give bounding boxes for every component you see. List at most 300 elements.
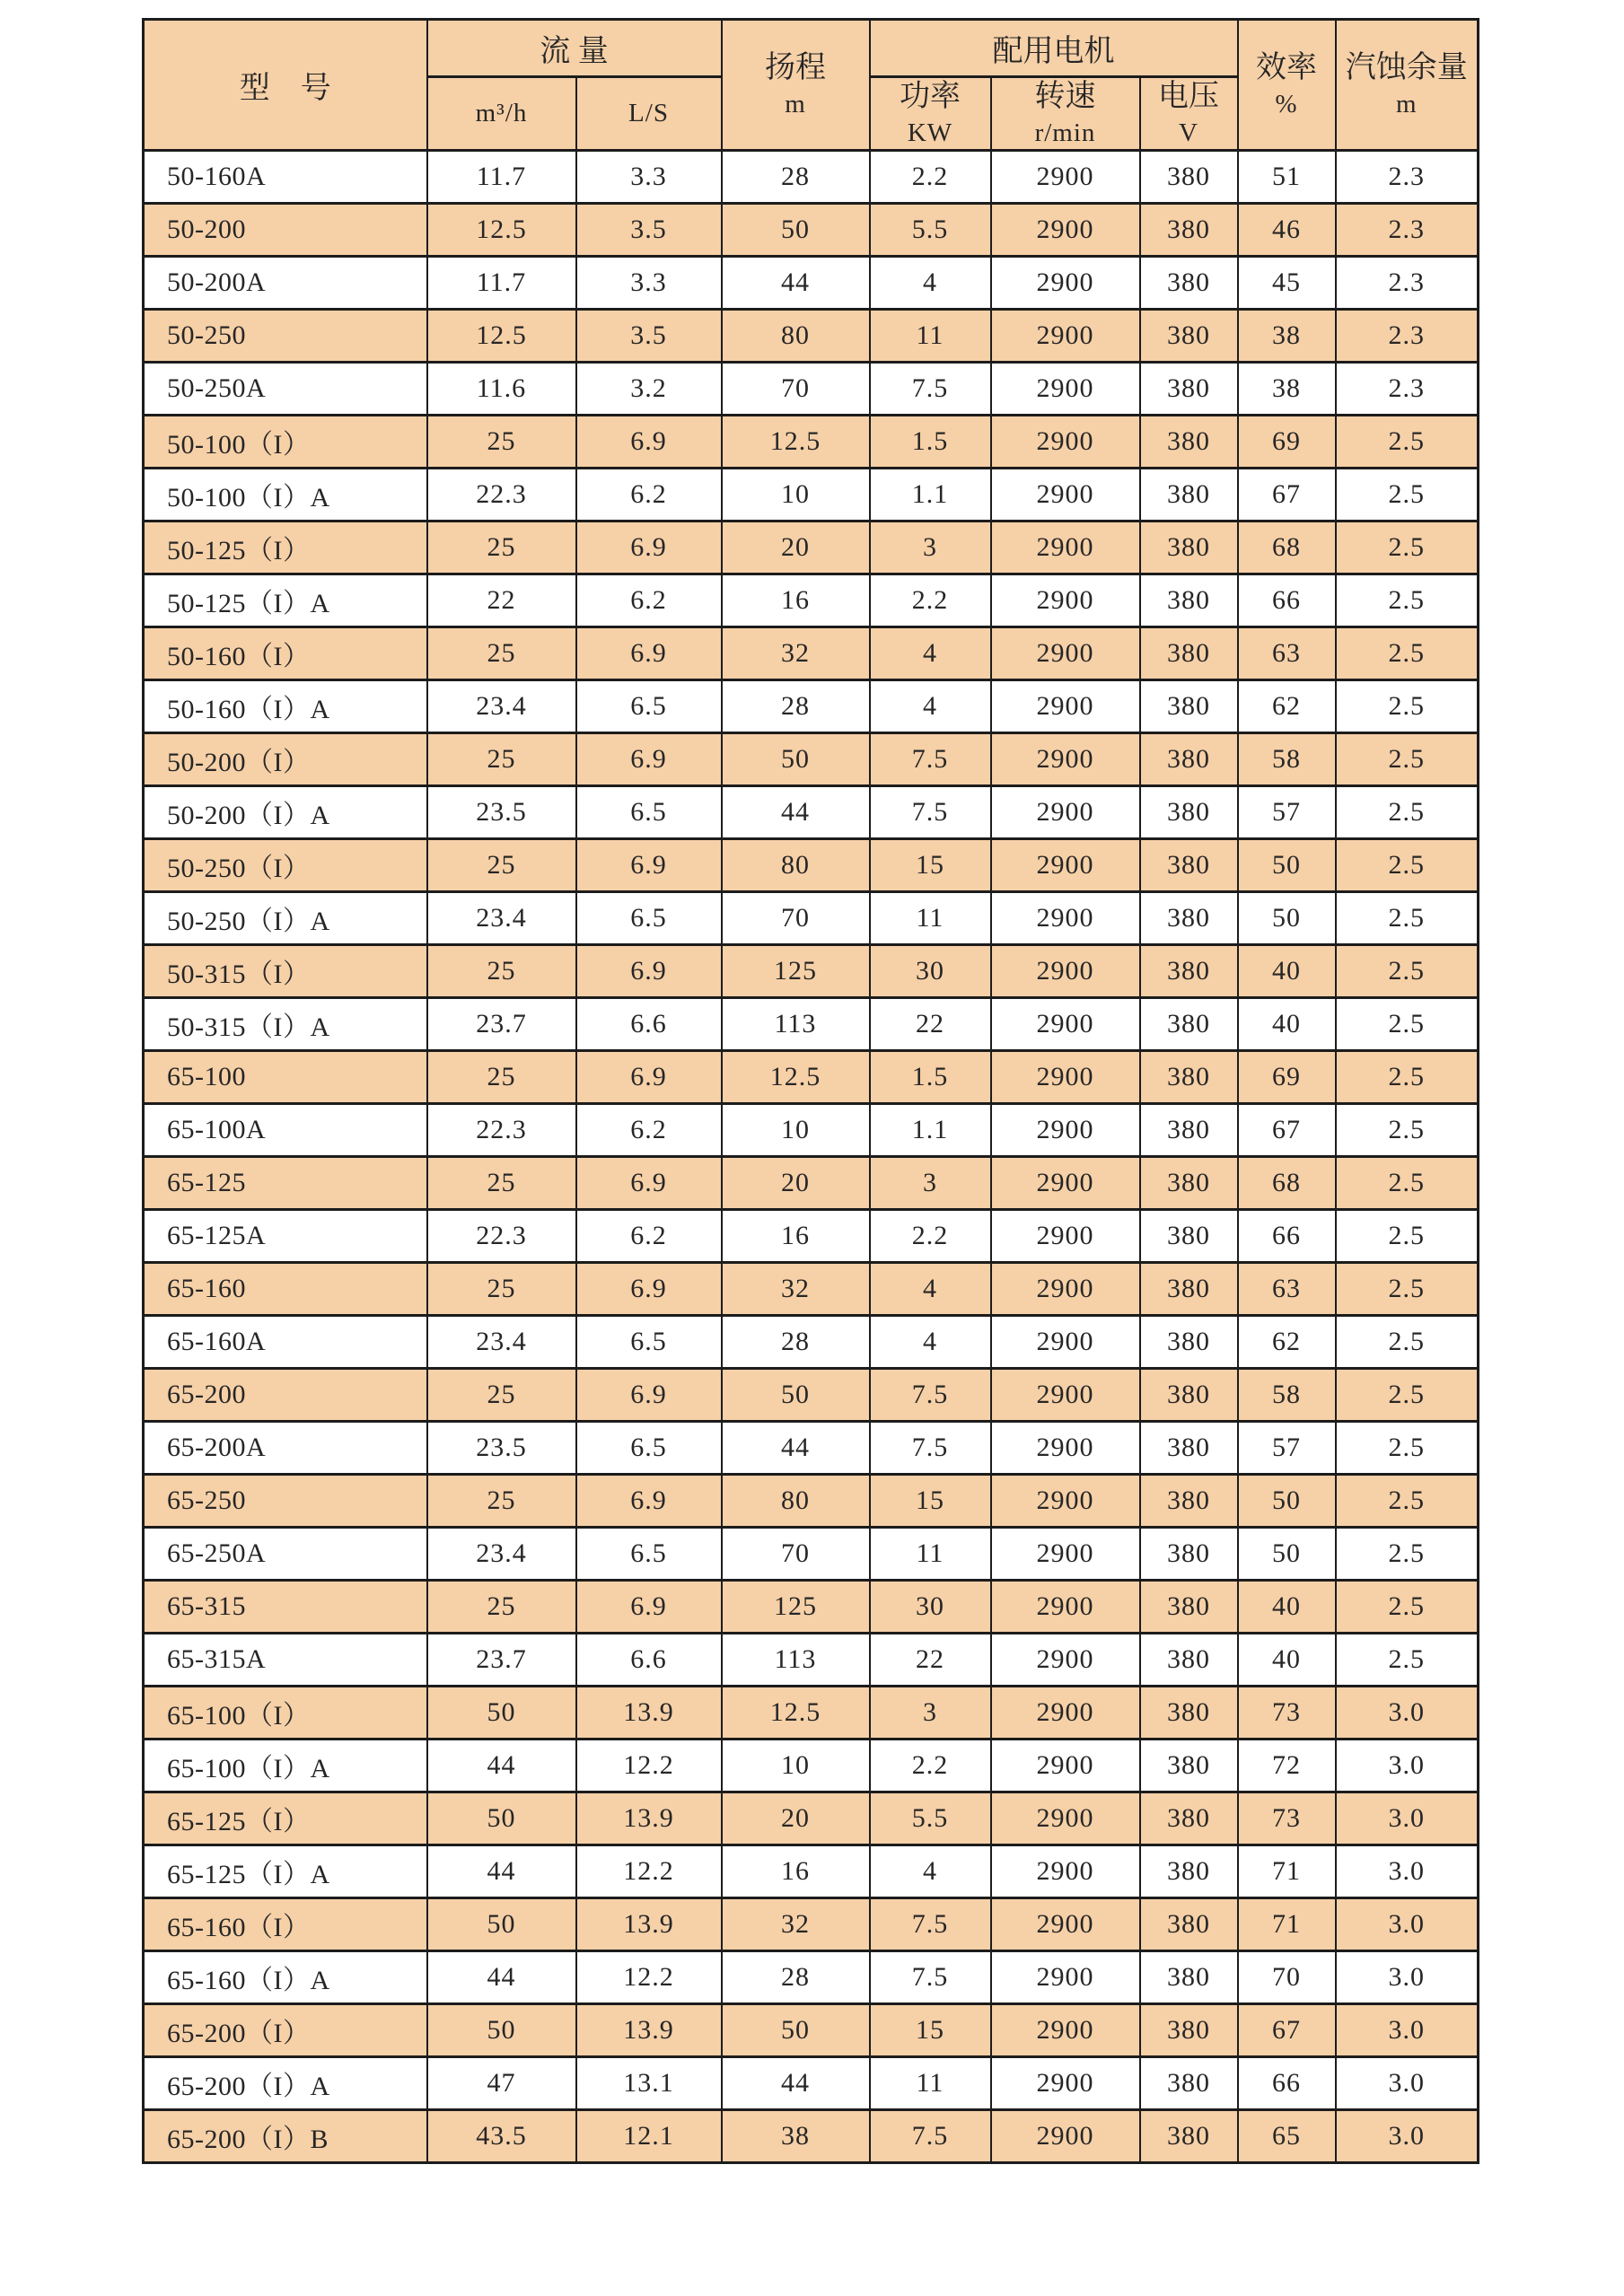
cell-flow-m3h: 23.5 bbox=[427, 785, 576, 838]
cell-npsh: 2.5 bbox=[1336, 1474, 1479, 1527]
cell-npsh: 2.5 bbox=[1336, 1580, 1479, 1633]
cell-voltage: 380 bbox=[1140, 1315, 1238, 1368]
cell-flow-m3h: 25 bbox=[427, 1262, 576, 1315]
cell-efficiency: 57 bbox=[1238, 1421, 1336, 1474]
cell-power: 7.5 bbox=[870, 732, 991, 785]
cell-npsh: 2.3 bbox=[1336, 362, 1479, 415]
cell-power: 5.5 bbox=[870, 1792, 991, 1845]
cell-model: 65-160（I） bbox=[144, 1897, 427, 1950]
cell-npsh: 2.5 bbox=[1336, 627, 1479, 679]
header-npsh-label: 汽蚀余量 bbox=[1345, 51, 1468, 84]
cell-efficiency: 50 bbox=[1238, 1527, 1336, 1580]
cell-flow-m3h: 23.4 bbox=[427, 1527, 576, 1580]
header-npsh-unit: m bbox=[1395, 89, 1418, 118]
table-row bbox=[144, 2056, 1479, 2109]
cell-speed: 2900 bbox=[991, 1156, 1140, 1209]
cell-speed: 2900 bbox=[991, 944, 1140, 997]
cell-model: 50-100（I）A bbox=[144, 468, 427, 521]
table-row bbox=[144, 1315, 1479, 1368]
cell-power: 15 bbox=[870, 1474, 991, 1527]
table-row bbox=[144, 1421, 1479, 1474]
cell-npsh: 2.5 bbox=[1336, 1156, 1479, 1209]
cell-efficiency: 62 bbox=[1238, 1315, 1336, 1368]
cell-speed: 2900 bbox=[991, 1950, 1140, 2003]
header-flow-ls: L/S bbox=[576, 77, 722, 151]
header-motor-group: 配用电机 bbox=[870, 20, 1238, 77]
cell-voltage: 380 bbox=[1140, 468, 1238, 521]
cell-flow-ls: 3.5 bbox=[576, 309, 722, 362]
cell-speed: 2900 bbox=[991, 1262, 1140, 1315]
cell-model: 65-315A bbox=[144, 1633, 427, 1686]
header-voltage bbox=[1140, 77, 1238, 151]
cell-voltage: 380 bbox=[1140, 679, 1238, 732]
table-row bbox=[144, 627, 1479, 679]
cell-flow-m3h: 25 bbox=[427, 1050, 576, 1103]
header-row-groups bbox=[144, 20, 1479, 77]
cell-model: 65-100 bbox=[144, 1050, 427, 1103]
cell-voltage: 380 bbox=[1140, 150, 1238, 203]
cell-flow-ls: 6.9 bbox=[576, 521, 722, 574]
cell-flow-ls: 6.5 bbox=[576, 785, 722, 838]
cell-flow-ls: 6.9 bbox=[576, 1262, 722, 1315]
cell-power: 7.5 bbox=[870, 1421, 991, 1474]
cell-speed: 2900 bbox=[991, 415, 1140, 468]
cell-model: 65-160A bbox=[144, 1315, 427, 1368]
cell-head: 12.5 bbox=[722, 1686, 870, 1739]
cell-head: 113 bbox=[722, 997, 870, 1050]
cell-flow-m3h: 25 bbox=[427, 1368, 576, 1421]
cell-flow-m3h: 23.4 bbox=[427, 1315, 576, 1368]
table-row bbox=[144, 1739, 1479, 1792]
cell-voltage: 380 bbox=[1140, 944, 1238, 997]
table-row bbox=[144, 1686, 1479, 1739]
cell-power: 7.5 bbox=[870, 785, 991, 838]
cell-voltage: 380 bbox=[1140, 1580, 1238, 1633]
cell-speed: 2900 bbox=[991, 1580, 1140, 1633]
cell-voltage: 380 bbox=[1140, 309, 1238, 362]
cell-power: 7.5 bbox=[870, 362, 991, 415]
cell-head: 80 bbox=[722, 838, 870, 891]
cell-flow-m3h: 23.7 bbox=[427, 1633, 576, 1686]
cell-model: 65-160 bbox=[144, 1262, 427, 1315]
cell-power: 2.2 bbox=[870, 1209, 991, 1262]
cell-model: 50-200A bbox=[144, 256, 427, 309]
cell-model: 65-200A bbox=[144, 1421, 427, 1474]
cell-model: 50-250（I）A bbox=[144, 891, 427, 944]
cell-npsh: 2.5 bbox=[1336, 521, 1479, 574]
cell-flow-ls: 13.9 bbox=[576, 1897, 722, 1950]
cell-flow-ls: 12.2 bbox=[576, 1950, 722, 2003]
cell-speed: 2900 bbox=[991, 1686, 1140, 1739]
header-power-unit: KW bbox=[907, 118, 953, 147]
header-head-unit: m bbox=[785, 89, 806, 118]
cell-npsh: 2.5 bbox=[1336, 1050, 1479, 1103]
cell-flow-m3h: 47 bbox=[427, 2056, 576, 2109]
cell-voltage: 380 bbox=[1140, 2056, 1238, 2109]
cell-model: 65-125（I） bbox=[144, 1792, 427, 1845]
cell-voltage: 380 bbox=[1140, 891, 1238, 944]
cell-voltage: 380 bbox=[1140, 1103, 1238, 1156]
cell-head: 12.5 bbox=[722, 1050, 870, 1103]
cell-efficiency: 45 bbox=[1238, 256, 1336, 309]
cell-flow-m3h: 25 bbox=[427, 944, 576, 997]
cell-efficiency: 73 bbox=[1238, 1792, 1336, 1845]
table-row bbox=[144, 1845, 1479, 1897]
cell-head: 10 bbox=[722, 468, 870, 521]
cell-head: 16 bbox=[722, 1209, 870, 1262]
cell-efficiency: 66 bbox=[1238, 1209, 1336, 1262]
table-row bbox=[144, 997, 1479, 1050]
cell-power: 4 bbox=[870, 1845, 991, 1897]
cell-npsh: 2.5 bbox=[1336, 679, 1479, 732]
cell-speed: 2900 bbox=[991, 150, 1140, 203]
cell-head: 80 bbox=[722, 1474, 870, 1527]
cell-speed: 2900 bbox=[991, 997, 1140, 1050]
cell-speed: 2900 bbox=[991, 1739, 1140, 1792]
cell-flow-ls: 6.9 bbox=[576, 1156, 722, 1209]
cell-speed: 2900 bbox=[991, 1103, 1140, 1156]
cell-model: 65-200（I）A bbox=[144, 2056, 427, 2109]
cell-head: 80 bbox=[722, 309, 870, 362]
cell-flow-ls: 13.9 bbox=[576, 2003, 722, 2056]
cell-flow-m3h: 25 bbox=[427, 1580, 576, 1633]
cell-model: 50-125（I） bbox=[144, 521, 427, 574]
cell-efficiency: 40 bbox=[1238, 1633, 1336, 1686]
cell-speed: 2900 bbox=[991, 1050, 1140, 1103]
cell-npsh: 2.5 bbox=[1336, 1103, 1479, 1156]
cell-model: 50-250 bbox=[144, 309, 427, 362]
cell-head: 28 bbox=[722, 150, 870, 203]
cell-voltage: 380 bbox=[1140, 1845, 1238, 1897]
cell-speed: 2900 bbox=[991, 1633, 1140, 1686]
table-row bbox=[144, 521, 1479, 574]
cell-npsh: 2.5 bbox=[1336, 997, 1479, 1050]
cell-speed: 2900 bbox=[991, 785, 1140, 838]
cell-speed: 2900 bbox=[991, 1845, 1140, 1897]
cell-efficiency: 66 bbox=[1238, 2056, 1336, 2109]
table-row bbox=[144, 362, 1479, 415]
cell-npsh: 3.0 bbox=[1336, 1950, 1479, 2003]
cell-voltage: 380 bbox=[1140, 1368, 1238, 1421]
cell-speed: 2900 bbox=[991, 732, 1140, 785]
cell-speed: 2900 bbox=[991, 1209, 1140, 1262]
cell-model: 50-315（I） bbox=[144, 944, 427, 997]
cell-power: 7.5 bbox=[870, 2109, 991, 2162]
cell-model: 65-100（I）A bbox=[144, 1739, 427, 1792]
table-row bbox=[144, 1897, 1479, 1950]
cell-power: 11 bbox=[870, 309, 991, 362]
header-head-label: 扬程 bbox=[765, 51, 826, 84]
cell-efficiency: 50 bbox=[1238, 838, 1336, 891]
cell-npsh: 3.0 bbox=[1336, 1686, 1479, 1739]
cell-power: 3 bbox=[870, 1156, 991, 1209]
cell-voltage: 380 bbox=[1140, 574, 1238, 627]
cell-voltage: 380 bbox=[1140, 415, 1238, 468]
cell-model: 65-250A bbox=[144, 1527, 427, 1580]
cell-flow-ls: 6.9 bbox=[576, 944, 722, 997]
cell-efficiency: 58 bbox=[1238, 1368, 1336, 1421]
table-row bbox=[144, 2003, 1479, 2056]
cell-npsh: 2.3 bbox=[1336, 309, 1479, 362]
table-row bbox=[144, 1633, 1479, 1686]
cell-power: 11 bbox=[870, 891, 991, 944]
cell-efficiency: 38 bbox=[1238, 309, 1336, 362]
cell-model: 50-125（I）A bbox=[144, 574, 427, 627]
cell-model: 50-200（I）A bbox=[144, 785, 427, 838]
cell-flow-ls: 12.2 bbox=[576, 1845, 722, 1897]
cell-flow-ls: 6.5 bbox=[576, 1315, 722, 1368]
cell-voltage: 380 bbox=[1140, 2109, 1238, 2162]
cell-speed: 2900 bbox=[991, 362, 1140, 415]
cell-efficiency: 69 bbox=[1238, 415, 1336, 468]
cell-head: 70 bbox=[722, 1527, 870, 1580]
cell-power: 1.5 bbox=[870, 415, 991, 468]
cell-flow-ls: 6.9 bbox=[576, 1474, 722, 1527]
table-row bbox=[144, 785, 1479, 838]
header-speed bbox=[991, 77, 1140, 151]
cell-voltage: 380 bbox=[1140, 1262, 1238, 1315]
cell-npsh: 2.5 bbox=[1336, 1315, 1479, 1368]
cell-head: 44 bbox=[722, 2056, 870, 2109]
cell-head: 10 bbox=[722, 1739, 870, 1792]
cell-voltage: 380 bbox=[1140, 1633, 1238, 1686]
cell-npsh: 2.5 bbox=[1336, 1527, 1479, 1580]
cell-model: 65-100（I） bbox=[144, 1686, 427, 1739]
cell-npsh: 3.0 bbox=[1336, 1845, 1479, 1897]
cell-npsh: 2.5 bbox=[1336, 891, 1479, 944]
cell-power: 15 bbox=[870, 2003, 991, 2056]
cell-model: 50-160A bbox=[144, 150, 427, 203]
cell-model: 65-315 bbox=[144, 1580, 427, 1633]
cell-power: 4 bbox=[870, 627, 991, 679]
cell-power: 4 bbox=[870, 1315, 991, 1368]
cell-efficiency: 70 bbox=[1238, 1950, 1336, 2003]
table-row bbox=[144, 1262, 1479, 1315]
cell-voltage: 380 bbox=[1140, 1474, 1238, 1527]
cell-speed: 2900 bbox=[991, 2109, 1140, 2162]
cell-efficiency: 72 bbox=[1238, 1739, 1336, 1792]
cell-model: 65-200（I） bbox=[144, 2003, 427, 2056]
table-row bbox=[144, 1580, 1479, 1633]
cell-model: 65-200（I）B bbox=[144, 2109, 427, 2162]
cell-flow-ls: 6.9 bbox=[576, 1368, 722, 1421]
cell-model: 65-250 bbox=[144, 1474, 427, 1527]
cell-flow-ls: 6.9 bbox=[576, 1050, 722, 1103]
table-row bbox=[144, 468, 1479, 521]
cell-head: 44 bbox=[722, 1421, 870, 1474]
cell-head: 12.5 bbox=[722, 415, 870, 468]
cell-flow-ls: 6.5 bbox=[576, 679, 722, 732]
cell-speed: 2900 bbox=[991, 1315, 1140, 1368]
cell-speed: 2900 bbox=[991, 574, 1140, 627]
table-row bbox=[144, 150, 1479, 203]
cell-flow-m3h: 50 bbox=[427, 1897, 576, 1950]
cell-voltage: 380 bbox=[1140, 1156, 1238, 1209]
cell-flow-ls: 6.9 bbox=[576, 415, 722, 468]
cell-npsh: 2.5 bbox=[1336, 1209, 1479, 1262]
header-flow-m3h: m³/h bbox=[427, 77, 576, 151]
cell-npsh: 2.5 bbox=[1336, 838, 1479, 891]
table-row bbox=[144, 1368, 1479, 1421]
cell-model: 50-200（I） bbox=[144, 732, 427, 785]
header-flow-group: 流 量 bbox=[427, 20, 722, 77]
cell-efficiency: 46 bbox=[1238, 203, 1336, 256]
cell-model: 65-160（I）A bbox=[144, 1950, 427, 2003]
cell-power: 7.5 bbox=[870, 1897, 991, 1950]
cell-flow-ls: 6.9 bbox=[576, 627, 722, 679]
cell-model: 50-100（I） bbox=[144, 415, 427, 468]
cell-voltage: 380 bbox=[1140, 997, 1238, 1050]
cell-voltage: 380 bbox=[1140, 256, 1238, 309]
cell-efficiency: 69 bbox=[1238, 1050, 1336, 1103]
cell-voltage: 380 bbox=[1140, 785, 1238, 838]
cell-voltage: 380 bbox=[1140, 1421, 1238, 1474]
cell-power: 1.1 bbox=[870, 1103, 991, 1156]
cell-npsh: 3.0 bbox=[1336, 1897, 1479, 1950]
cell-flow-m3h: 25 bbox=[427, 1156, 576, 1209]
table-body bbox=[144, 150, 1479, 2162]
cell-npsh: 3.0 bbox=[1336, 2056, 1479, 2109]
cell-head: 50 bbox=[722, 732, 870, 785]
cell-head: 113 bbox=[722, 1633, 870, 1686]
cell-flow-m3h: 25 bbox=[427, 415, 576, 468]
table-row bbox=[144, 1209, 1479, 1262]
cell-efficiency: 63 bbox=[1238, 627, 1336, 679]
cell-efficiency: 67 bbox=[1238, 2003, 1336, 2056]
cell-model: 65-125（I）A bbox=[144, 1845, 427, 1897]
cell-flow-m3h: 23.5 bbox=[427, 1421, 576, 1474]
table-row bbox=[144, 1792, 1479, 1845]
cell-flow-m3h: 23.7 bbox=[427, 997, 576, 1050]
cell-head: 16 bbox=[722, 574, 870, 627]
cell-power: 5.5 bbox=[870, 203, 991, 256]
cell-efficiency: 67 bbox=[1238, 468, 1336, 521]
cell-flow-m3h: 25 bbox=[427, 838, 576, 891]
cell-head: 70 bbox=[722, 891, 870, 944]
header-efficiency-unit: % bbox=[1275, 89, 1298, 118]
cell-efficiency: 40 bbox=[1238, 1580, 1336, 1633]
cell-voltage: 380 bbox=[1140, 1686, 1238, 1739]
cell-speed: 2900 bbox=[991, 627, 1140, 679]
cell-flow-ls: 6.6 bbox=[576, 1633, 722, 1686]
cell-flow-m3h: 23.4 bbox=[427, 891, 576, 944]
cell-model: 50-200 bbox=[144, 203, 427, 256]
cell-flow-ls: 3.3 bbox=[576, 150, 722, 203]
cell-flow-m3h: 11.7 bbox=[427, 256, 576, 309]
cell-voltage: 380 bbox=[1140, 362, 1238, 415]
cell-speed: 2900 bbox=[991, 203, 1140, 256]
cell-speed: 2900 bbox=[991, 1368, 1140, 1421]
cell-power: 22 bbox=[870, 997, 991, 1050]
cell-npsh: 2.5 bbox=[1336, 1421, 1479, 1474]
cell-speed: 2900 bbox=[991, 1527, 1140, 1580]
cell-power: 11 bbox=[870, 1527, 991, 1580]
cell-flow-ls: 6.2 bbox=[576, 1209, 722, 1262]
cell-flow-ls: 6.2 bbox=[576, 574, 722, 627]
cell-speed: 2900 bbox=[991, 1474, 1140, 1527]
cell-model: 50-250A bbox=[144, 362, 427, 415]
cell-efficiency: 51 bbox=[1238, 150, 1336, 203]
cell-voltage: 380 bbox=[1140, 1209, 1238, 1262]
cell-flow-m3h: 22.3 bbox=[427, 1103, 576, 1156]
cell-power: 30 bbox=[870, 944, 991, 997]
cell-speed: 2900 bbox=[991, 1897, 1140, 1950]
cell-flow-m3h: 44 bbox=[427, 1739, 576, 1792]
header-efficiency-label: 效率 bbox=[1256, 51, 1317, 84]
cell-flow-m3h: 12.5 bbox=[427, 203, 576, 256]
cell-voltage: 380 bbox=[1140, 1897, 1238, 1950]
cell-head: 28 bbox=[722, 1315, 870, 1368]
cell-speed: 2900 bbox=[991, 309, 1140, 362]
table-row bbox=[144, 256, 1479, 309]
cell-power: 3 bbox=[870, 1686, 991, 1739]
cell-npsh: 3.0 bbox=[1336, 1792, 1479, 1845]
cell-head: 50 bbox=[722, 2003, 870, 2056]
cell-speed: 2900 bbox=[991, 2056, 1140, 2109]
cell-efficiency: 40 bbox=[1238, 997, 1336, 1050]
cell-efficiency: 40 bbox=[1238, 944, 1336, 997]
cell-voltage: 380 bbox=[1140, 1050, 1238, 1103]
cell-model: 50-160（I） bbox=[144, 627, 427, 679]
header-power-label: 功率 bbox=[900, 80, 961, 113]
cell-efficiency: 66 bbox=[1238, 574, 1336, 627]
cell-flow-ls: 6.2 bbox=[576, 468, 722, 521]
table-row bbox=[144, 1474, 1479, 1527]
cell-efficiency: 65 bbox=[1238, 2109, 1336, 2162]
cell-power: 7.5 bbox=[870, 1950, 991, 2003]
cell-flow-m3h: 43.5 bbox=[427, 2109, 576, 2162]
cell-npsh: 2.3 bbox=[1336, 256, 1479, 309]
cell-head: 32 bbox=[722, 627, 870, 679]
cell-flow-ls: 6.9 bbox=[576, 838, 722, 891]
cell-speed: 2900 bbox=[991, 468, 1140, 521]
cell-head: 16 bbox=[722, 1845, 870, 1897]
cell-voltage: 380 bbox=[1140, 203, 1238, 256]
cell-flow-ls: 3.2 bbox=[576, 362, 722, 415]
cell-head: 10 bbox=[722, 1103, 870, 1156]
header-voltage-unit: V bbox=[1179, 118, 1198, 147]
cell-efficiency: 63 bbox=[1238, 1262, 1336, 1315]
cell-head: 20 bbox=[722, 521, 870, 574]
cell-model: 65-200 bbox=[144, 1368, 427, 1421]
cell-flow-ls: 6.5 bbox=[576, 1421, 722, 1474]
cell-power: 4 bbox=[870, 1262, 991, 1315]
table-row bbox=[144, 1156, 1479, 1209]
cell-flow-ls: 12.2 bbox=[576, 1739, 722, 1792]
cell-speed: 2900 bbox=[991, 679, 1140, 732]
table-row bbox=[144, 732, 1479, 785]
cell-flow-ls: 6.9 bbox=[576, 1580, 722, 1633]
table-row bbox=[144, 944, 1479, 997]
table-row bbox=[144, 203, 1479, 256]
header-head bbox=[722, 20, 870, 151]
cell-efficiency: 68 bbox=[1238, 521, 1336, 574]
cell-npsh: 3.0 bbox=[1336, 2003, 1479, 2056]
cell-flow-m3h: 11.7 bbox=[427, 150, 576, 203]
cell-voltage: 380 bbox=[1140, 1527, 1238, 1580]
table-row bbox=[144, 891, 1479, 944]
cell-flow-m3h: 12.5 bbox=[427, 309, 576, 362]
cell-head: 44 bbox=[722, 256, 870, 309]
cell-head: 125 bbox=[722, 944, 870, 997]
cell-efficiency: 62 bbox=[1238, 679, 1336, 732]
cell-flow-m3h: 22 bbox=[427, 574, 576, 627]
cell-flow-ls: 13.1 bbox=[576, 2056, 722, 2109]
cell-power: 11 bbox=[870, 2056, 991, 2109]
cell-head: 70 bbox=[722, 362, 870, 415]
cell-npsh: 3.0 bbox=[1336, 2109, 1479, 2162]
table-row bbox=[144, 838, 1479, 891]
